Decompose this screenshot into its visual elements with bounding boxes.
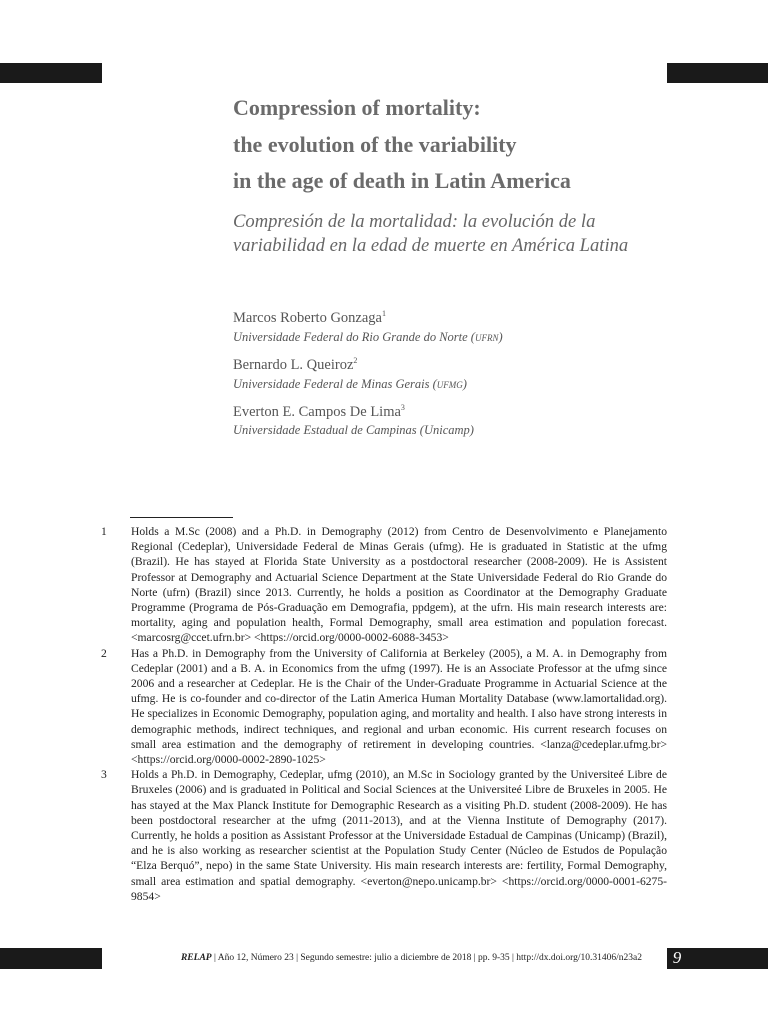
top-right-bar xyxy=(667,63,768,83)
footnotes xyxy=(101,524,667,904)
footnote xyxy=(101,767,667,904)
journal-name: RELAP xyxy=(180,953,212,963)
footnote-marker: 1 xyxy=(381,309,386,318)
bottom-left-bar xyxy=(0,948,102,969)
author-affiliation: Universidade Estadual de Campinas (Unicamp) xyxy=(233,423,474,438)
author-affiliation: Universidade Federal de Minas Gerais (ufmg) xyxy=(233,376,467,391)
footnote-text: Holds a Ph.D. in Demography, Cedeplar, ufmg (2010), an M.Sc in Sociology granted by the Universiteé Libre de Bruxeles (2006) and is graduated in Political and Social Sciences at the Universiteé Libre de Bruxeles in 2005. He has stayed at the Max Planck Institute for Demographic Research as a visiting Ph.D. student (2008-2009). He has been postdoctoral researcher at the ufmg (2011-2013), and at the Vienna Institute of Demography (2017). Currently, he holds a position as Assistant Professor at the Universidade Estadual de Campinas (Unicamp) (Brazil), and he is also working as researcher scientist at the Population Study Center (Núcleo de Estudos de População “Elza Berquó”, nepo) in the same State University. His main research interests are: fertility, Formal Demography, small area estimation and spatial demography. <everton@nepo.unicamp.br> <https://orcid.org/0000-0001-6275-9854> xyxy=(131,768,667,903)
running-footer xyxy=(102,950,642,966)
footnote xyxy=(101,524,667,646)
footnote xyxy=(101,646,667,768)
footnote-number: 1 xyxy=(101,525,107,538)
article-subtitle: Compresión de la mortalidad: la evolución de la variabilidad en la edad de muerte en América Latina xyxy=(233,211,629,256)
page-number: 9 xyxy=(672,948,682,967)
author-list xyxy=(233,304,673,444)
author-affiliation: Universidade Federal do Rio Grande do Norte (ufrn) xyxy=(233,329,503,344)
footnote-text: Holds a M.Sc (2008) and a Ph.D. in Demography (2012) from Centro de Desenvolvimento e Planejamento Regional (Cedeplar), Universidade Federal de Minas Gerais (ufmg). He is graduated in Statistic at the ufmg (Brazil). He has stayed at Florida State University as a postdoctoral researcher (2008-2009). He is Assistent Professor at Demography and Actuarial Science Department at the State Universidade Federal do Rio Grande do Norte (ufrn) (Brazil) since 2013. Currently, he holds a position as Coordinator at the Demography Graduate Programme (Programa de Pós-Graduação em Demografia, ppdgem), at the ufrn. His main research interests are: mortality, aging and population health, Formal Demography, small area estimation and population forecast. <marcosrg@ccet.ufrn.br> <https://orcid.org/0000-0002-6088-3453> xyxy=(131,525,667,645)
footnote-text: Has a Ph.D. in Demography from the University of California at Berkeley (2005), a M. A. in Demography from Cedeplar (2001) and a B. A. in Economics from the ufmg (1997). He is an Associate Professor at the ufmg since 2006 and a researcher at Cedeplar. He is the Chair of the Under-Graduate Programme in Actuarial Science at the ufmg. He is co-founder and co-director of the Latin America Human Mortality Database (www.lamortalidad.org). He specializes in Economic Demography, population aging, and mortality and health. I also have strong interests in demographic methods, indirect techniques, and regional and urban economic. His current research focuses on small area estimation and the demography of retirement in developing countries. <lanza@cedeplar.ufmg.br> <https://orcid.org/0000-0002-2890-1025> xyxy=(131,646,667,767)
author-name: Bernardo L. Queiroz$^2$ xyxy=(233,355,358,373)
title-line: in the age of death in Latin America xyxy=(233,168,571,193)
footnote-marker: 3 xyxy=(400,402,405,412)
citation-text: | Año 12, Número 23 | Segundo semestre: julio a diciembre de 2018 | pp. 9-35 | http://dx.doi.org/10.31406/n23a2 xyxy=(211,953,642,963)
top-left-bar xyxy=(0,63,102,83)
title-line: the evolution of the variability xyxy=(233,131,517,157)
article-title xyxy=(233,90,673,200)
author-name: Marcos Roberto Gonzaga$^1$ xyxy=(233,309,386,326)
author-name: Everton E. Campos De Lima$^3$ xyxy=(233,402,405,420)
footnote-number: 3 xyxy=(101,768,107,782)
footnote-number: 2 xyxy=(101,646,107,660)
footnote-marker: 2 xyxy=(353,355,358,365)
title-line: Compression of mortality: xyxy=(233,95,481,120)
footnote-divider xyxy=(130,517,233,518)
